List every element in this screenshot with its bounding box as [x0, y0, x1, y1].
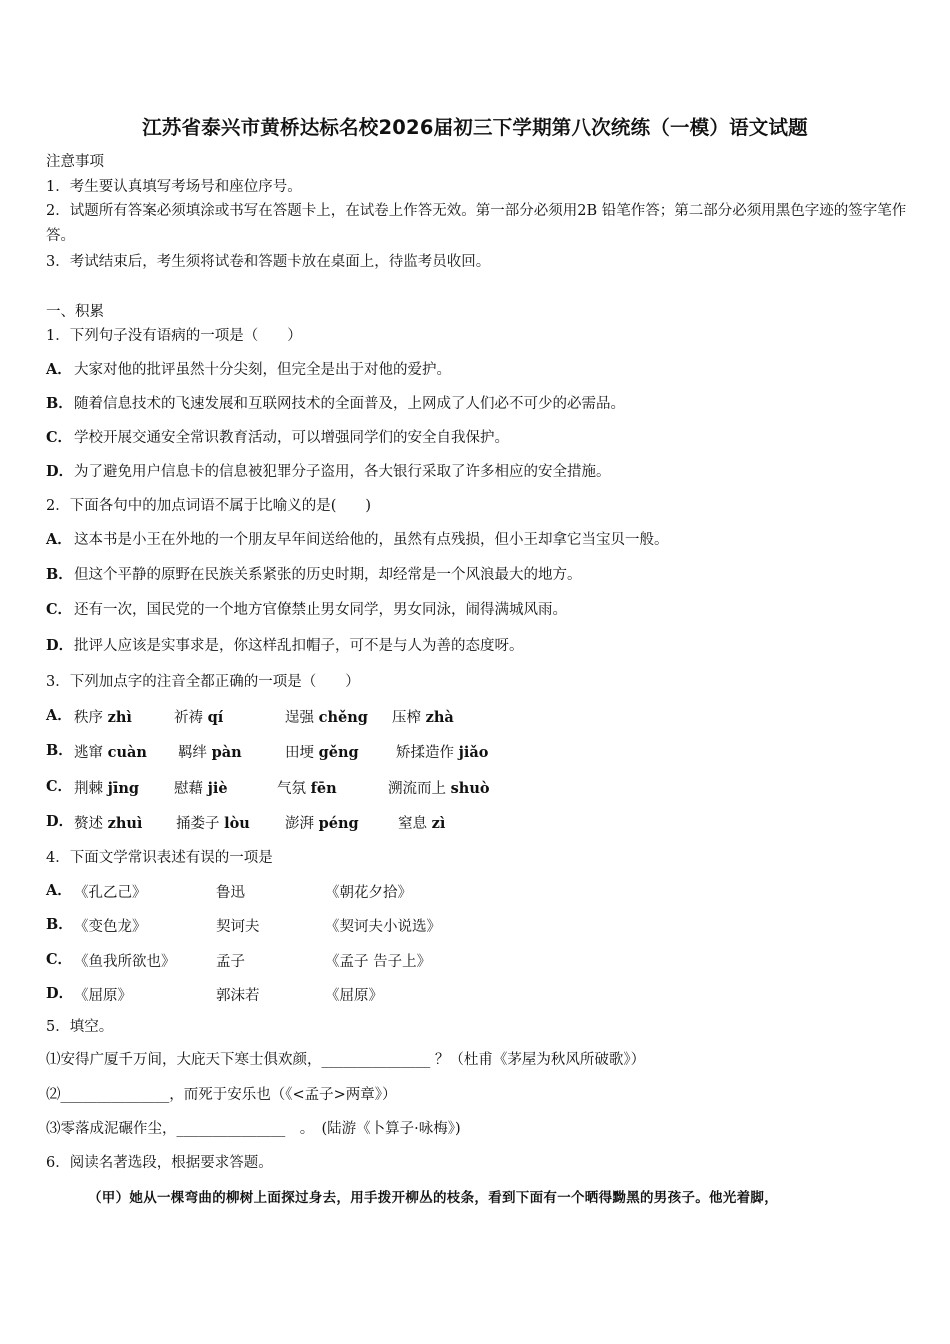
pinyin-item: 逞强 chěng [285, 709, 368, 726]
source: 《契诃夫小说选》 [325, 919, 441, 935]
option-text: 这本书是小王在外地的一个朋友早年间送给他的，虽然有点残损，但小王却拿它当宝贝一般。 [74, 532, 669, 548]
option-letter: A． [46, 361, 72, 378]
option-letter: D． [46, 637, 74, 654]
fill-blank-line: ⑴安得广厦千万间，大庇天下寒士俱欢颜，_______________ ？（杜甫《茅屋为秋风所破歌》） [46, 1052, 646, 1068]
section-heading: 一、积累 [46, 304, 104, 320]
pinyin-item: 气氛 fēn [277, 780, 337, 797]
source: 《孟子 告子上》 [325, 954, 432, 970]
source: 《朝花夕拾》 [325, 885, 412, 901]
question-stem: 1．下列句子没有语病的一项是（ ） [46, 328, 302, 344]
notice-item: 3．考试结束后，考生须将试卷和答题卡放在桌面上，待监考员收回。 [46, 254, 491, 270]
source: 《屈原》 [325, 988, 383, 1004]
work-title: 《屈原》 [74, 988, 132, 1004]
work-title: 《鱼我所欲也》 [74, 954, 176, 970]
work-title: 《孔乙己》 [74, 885, 147, 901]
option-row [46, 636, 524, 656]
pinyin-item: 荆棘 jīng [74, 780, 140, 797]
page-title: 江苏省泰兴市黄桥达标名校2026届初三下学期第八次统练（一模）语文试题 [142, 116, 808, 139]
pinyin-item: 溯流而上 shuò [388, 780, 490, 797]
option-row [46, 565, 582, 585]
question-stem: 6．阅读名著选段，根据要求答题。 [46, 1155, 273, 1171]
option-row [46, 428, 509, 448]
author: 孟子 [216, 954, 245, 970]
option-text: 大家对他的批评虽然十分尖刻，但完全是出于对他的爱护。 [74, 362, 451, 378]
option-row [46, 462, 611, 482]
author: 鲁迅 [216, 885, 245, 901]
notice-item: 1．考生要认真填写考场号和座位序号。 [46, 179, 302, 195]
option-text: 随着信息技术的飞速发展和互联网技术的全面普及，上网成了人们必不可少的必需品。 [74, 396, 625, 412]
question-stem: 2．下面各句中的加点词语不属于比喻义的是( ) [46, 498, 372, 514]
option-letter: C． [46, 951, 73, 968]
option-letter: B． [46, 395, 73, 412]
pinyin-item: 秩序 zhì [74, 709, 132, 726]
option-text: 为了避免用户信息卡的信息被犯罪分子盗用，各大银行采取了许多相应的安全措施。 [74, 464, 611, 480]
notice-item: 2．试题所有答案必须填涂或书写在答题卡上，在试卷上作答无效。第一部分必须用2B 铅笔作答；第二部分必须用黑色字迹的签字笔作答。 [46, 203, 907, 244]
pinyin-item: 田埂 gěng [285, 744, 359, 761]
pinyin-item: 逃窜 cuàn [74, 744, 147, 761]
option-text: 还有一次，国民党的一个地方官僚禁止男女同学，男女同泳，闹得满城风雨。 [74, 602, 567, 618]
option-letter: D． [46, 813, 74, 830]
option-row [46, 600, 567, 620]
option-letter: A． [46, 707, 72, 724]
pinyin-item: 捅娄子 lòu [176, 815, 250, 832]
option-letter: A． [46, 531, 72, 548]
option-row [46, 394, 625, 414]
notice-heading: 注意事项 [46, 154, 104, 170]
option-letter: B． [46, 742, 73, 759]
fill-blank-line: ⑵_______________，而死于安乐也（《<孟子>两章》） [46, 1087, 397, 1103]
option-row [46, 360, 451, 380]
pinyin-item: 窒息 zì [398, 815, 446, 832]
pinyin-item: 慰藉 jiè [174, 780, 228, 797]
question-stem: 4．下面文学常识表述有误的一项是 [46, 850, 273, 866]
pinyin-item: 矫揉造作 jiǎo [396, 744, 489, 761]
author: 郭沫若 [216, 988, 260, 1004]
option-letter: D． [46, 463, 74, 480]
option-letter: C． [46, 601, 73, 618]
option-text: 学校开展交通安全常识教育活动，可以增强同学们的安全自我保护。 [74, 430, 509, 446]
option-letter: A． [46, 882, 72, 899]
question-stem: 5．填空。 [46, 1019, 114, 1035]
option-row [46, 530, 669, 550]
option-letter: B． [46, 916, 73, 933]
question-stem: 3．下列加点字的注音全都正确的一项是（ ） [46, 674, 360, 690]
option-letter: C． [46, 778, 73, 795]
author: 契诃夫 [216, 919, 260, 935]
option-letter: B． [46, 566, 73, 583]
option-text: 但这个平静的原野在民族关系紧张的历史时期，却经常是一个风浪最大的地方。 [74, 567, 582, 583]
pinyin-item: 澎湃 péng [285, 815, 359, 832]
option-text: 批评人应该是实事求是，你这样乱扣帽子，可不是与人为善的态度呀。 [74, 638, 524, 654]
work-title: 《变色龙》 [74, 919, 147, 935]
pinyin-item: 赘述 zhuì [74, 815, 143, 832]
pinyin-item: 压榨 zhà [392, 709, 454, 726]
fill-blank-line: ⑶零落成泥碾作尘，_______________ 。 (陆游《卜算子·咏梅》) [46, 1121, 461, 1137]
option-letter: D． [46, 985, 74, 1002]
pinyin-item: 羁绊 pàn [178, 744, 242, 761]
pinyin-item: 祈祷 qí [174, 709, 224, 726]
reading-passage: （甲）她从一棵弯曲的柳树上面探过身去，用手拨开柳丛的枝条，看到下面有一个晒得黝黑的男孩子。他光着脚， [88, 1190, 778, 1206]
option-letter: C． [46, 429, 73, 446]
